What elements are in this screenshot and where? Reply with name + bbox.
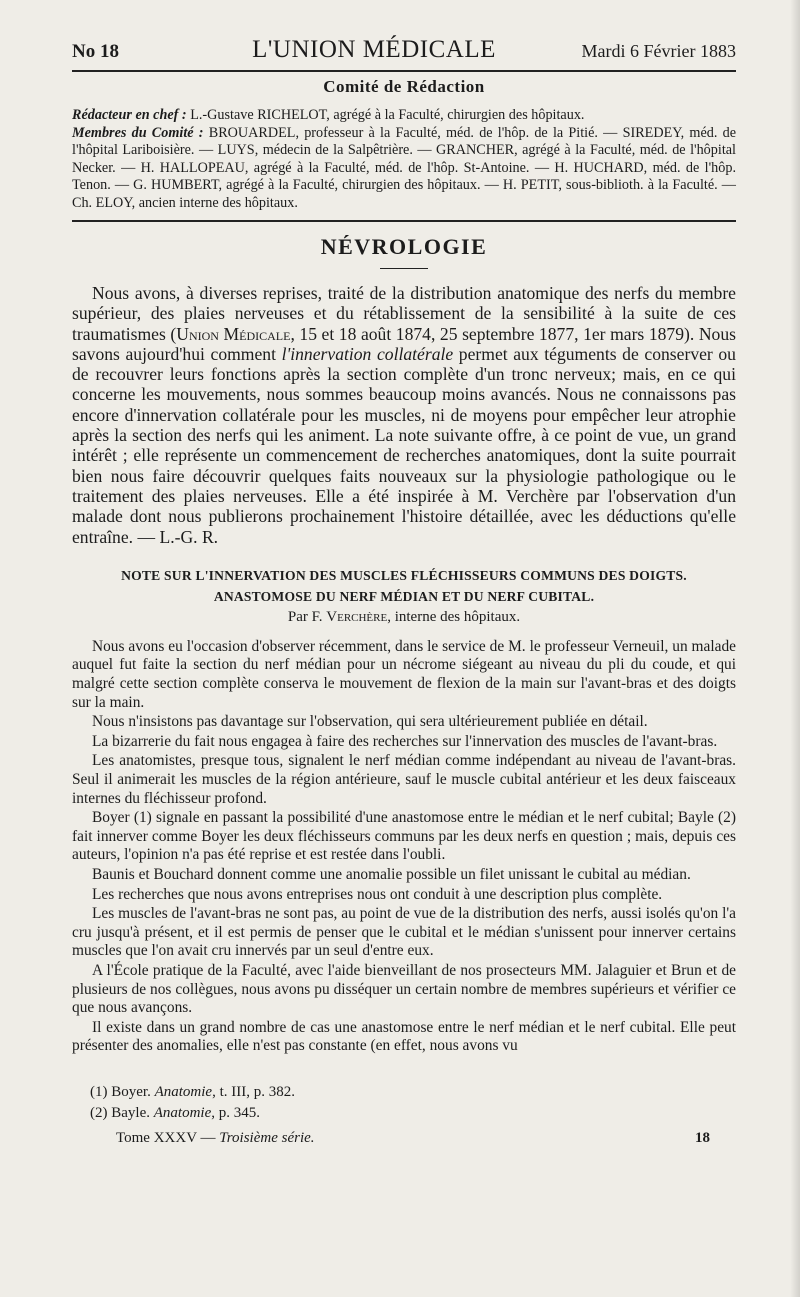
- journal-reference: Union Médicale: [176, 323, 291, 344]
- article-body: [72, 638, 736, 1056]
- footnote-2-author: (2) Bayle.: [90, 1104, 154, 1121]
- issue-number: No 18: [72, 41, 119, 62]
- editorial-intro: [72, 283, 736, 547]
- editor-label: Rédacteur en chef :: [72, 107, 187, 123]
- paragraph: Baunis et Bouchard donnent comme une anomalie possible un filet unissant le cubital au médian.: [92, 865, 691, 883]
- masthead-rule: [72, 70, 736, 72]
- paragraph: Nous n'insistons pas davantage sur l'observation, qui sera ultérieurement publiée en détail.: [92, 713, 648, 731]
- note-title: [72, 565, 736, 607]
- paragraph: Les muscles de l'avant-bras ne sont pas, au point de vue de la distribution des nerfs, aussi isolés qu'on l'a cru jusqu'à présent, et il est permis de penser que le cubital et le médian s'unissent pour innerver certains muscles que l'on avait cru innervés par un seul d'entre eux.: [72, 905, 736, 960]
- paragraph: Boyer (1) signale en passant la possibilité d'une anastomose entre le médian et le nerf cubital; Bayle (2) fait innerver comme Boyer les deux fléchisseurs communs par les deux nerfs en question ; mais, depuis ces auteurs, l'opinion n'a pas été reprise et est restée dans l'oubli.: [72, 809, 736, 864]
- footnote-1: [72, 1082, 736, 1103]
- intro-text-1: Nous avons, à diverses reprises, traité de la distribution anatomique des nerfs du membre supérieur, des plaies nerveuses et du rétablissement de la sensibilité à la suite de ces traumatismes (: [72, 283, 736, 344]
- committee-title: Comité de Rédaction: [323, 77, 485, 96]
- paragraph: Les anatomistes, presque tous, signalent le nerf médian comme indépendant au niveau de l'avant-bras. Seul il animerait les muscles de la région antérieure, sauf le muscle cubital antérieur et les deux faisceaux internes du fléchisseur profond.: [72, 752, 736, 807]
- paragraph: Il existe dans un grand nombre de cas une anastomose entre le nerf médian et le nerf cubital. Elle peut présenter des anomalies, elle n'est pas constante (en effet, nous avons vu: [72, 1018, 736, 1055]
- footnote-2: [72, 1103, 736, 1124]
- editor-text: L.-Gustave RICHELOT, agrégé à la Faculté, chirurgien des hôpitaux.: [190, 107, 585, 123]
- footnote-1-work: Anatomie: [154, 1083, 213, 1100]
- intro-emphasis: l'innervation collatérale: [281, 343, 454, 364]
- title-divider: [380, 268, 428, 269]
- footnote-1-ref: , t. III, p. 382.: [212, 1083, 295, 1100]
- page-edge-shadow: [790, 0, 800, 1297]
- members-label: Membres du Comité :: [72, 124, 204, 141]
- members-text: BROUARDEL, professeur à la Faculté, méd. de l'hôp. de la Pitié. — SIREDEY, méd. de l'hôpital Lariboisière. — LUYS, médecin de la Salpêtrière. — GRANCHER, agrégé à la Faculté, méd. de l'hôpital Necker. — H. HALLOPEAU, agrégé à la Faculté, méd. de l'hôp. St-Antoine. — H. HUCHARD, méd. de l'hôp. Tenon. — G. HUMBERT, agrégé à la Faculté, chirurgien des hôpitaux. — H. PETIT, sous-biblioth. à la Faculté. — Ch. ELOY, ancien interne des hôpitaux.: [72, 124, 736, 211]
- paragraph: A l'École pratique de la Faculté, avec l'aide bienveillant de nos prosecteurs MM. Jalaguier et Brun et de plusieurs de nos collègues, nous avons pu disséquer un certain nombre de membres supérieurs et vérifier ce que nous avançons.: [72, 961, 736, 1017]
- intro-text-3: permet aux téguments de conserver ou de recouvrer leurs fonctions après la section complète d'un tronc nerveux; mais, en ce qui concerne les mouvements, nous sommes beaucoup moins avancés. Nous ne connaissons pas encore d'innervation collatérale pour les muscles, ni de moyens pour empêcher leur atrophie après la section des nerfs qui les animent. La note suivante offre, à ce point de vue, un grand intérêt ; elle représente un commencement de recherches anatomiques, dont la suite pourrait bien nous faire découvrir quelques faits nouveaux sur la physiologie pathologique ou le traitement des plaies nerveuses. Elle a été inspirée à M. Verchère par l'observation d'un malade dont nous publierons prochainement l'histoire détaillée, avec les déductions qu'elle entraîne. — L.-G. R.: [72, 343, 736, 547]
- paragraph: Les recherches que nous avons entreprises nous ont conduit à une description plus complète.: [92, 885, 663, 903]
- committee-members: [72, 125, 736, 213]
- issue-date: Mardi 6 Février 1883: [581, 41, 736, 61]
- intro-text-2: , 15 et 18 août 1874, 25 septembre 1877, 1er mars 1879). Nous savons aujourd'hui comment: [72, 323, 736, 364]
- page-number: 18: [695, 1129, 710, 1146]
- author-name: Verchère: [326, 608, 388, 625]
- journal-title: L'UNION MÉDICALE: [252, 36, 496, 63]
- footnotes: [72, 1082, 736, 1124]
- byline: [72, 609, 736, 626]
- byline-prefix: Par F.: [287, 608, 327, 625]
- volume-label: Tome XXXV —: [116, 1129, 220, 1146]
- intro-paragraph: [72, 283, 736, 547]
- footnote-2-ref: , p. 345.: [211, 1104, 260, 1121]
- note-title-line-2: ANASTOMOSE DU NERF MÉDIAN ET DU NERF CUBITAL.: [213, 588, 595, 604]
- page-footer: [72, 1130, 736, 1147]
- footnote-1-author: (1) Boyer.: [90, 1083, 155, 1100]
- section-title: NÉVROLOGIE: [320, 234, 488, 259]
- paragraph: Nous avons eu l'occasion d'observer récemment, dans le service de M. le professeur Verneuil, un malade auquel fut faite la section du nerf médian pour un nécrome siégeant au niveau du pli du coude, et qui malgré cette section complète conserva le mouvement de flexion de la main sur l'avant-bras et des doigts sur la main.: [72, 637, 736, 711]
- volume-series: [72, 1130, 315, 1147]
- byline-suffix: , interne des hôpitaux.: [387, 608, 521, 625]
- series-label: Troisième série.: [219, 1129, 315, 1146]
- note-title-line-1: NOTE SUR L'INNERVATION DES MUSCLES FLÉCHISSEURS COMMUNS DES DOIGTS.: [121, 567, 687, 583]
- footnote-2-work: Anatomie: [153, 1104, 212, 1121]
- editor-in-chief: [72, 107, 736, 125]
- masthead: [72, 36, 736, 66]
- paragraph: La bizarrerie du fait nous engagea à faire des recherches sur l'innervation des muscles de l'avant-bras.: [92, 732, 718, 750]
- section-rule: [72, 220, 736, 222]
